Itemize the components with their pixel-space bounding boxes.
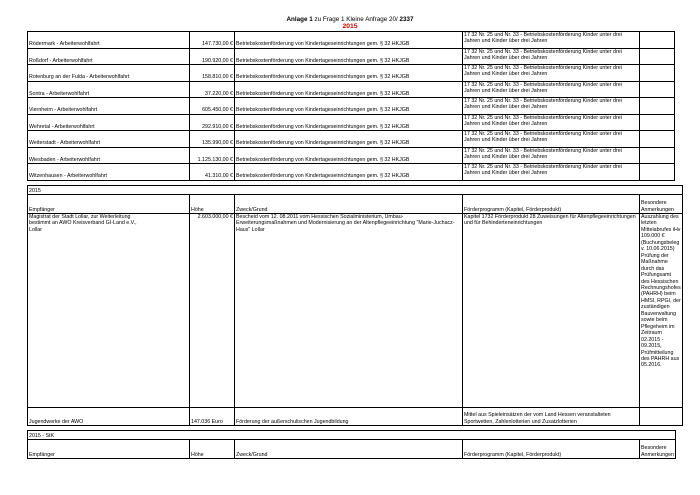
cell-empfaenger: Magistrat der Stadt Lollar, zur Weiterleitung bestimmt an AWO Kreisverband GI-Land e.V., Lollar: [28, 214, 190, 408]
table-row: [28, 131, 675, 148]
cell-empfaenger: Jugendwerke der AWO: [28, 408, 190, 426]
cell-hoehe: 605.450,00 €: [190, 98, 235, 115]
section-label-row: [28, 431, 676, 440]
cell-programm: 17 32 Nr. 25 und Nr. 33 - Betriebskostenförderung Kinder unter drei Jahren und Kinder über drei Jahren: [463, 98, 640, 115]
cell-hoehe: 135.990,00 €: [190, 131, 235, 148]
header-zweck: Zweck/Grund: [235, 440, 463, 459]
cell-anmerkungen: [640, 98, 675, 115]
header-anmerkungen: Besondere Anmerkungen: [640, 440, 676, 459]
cell-hoehe: 147.036 Euro: [190, 408, 235, 426]
table-row: [28, 114, 675, 131]
cell-empfaenger: Rotenburg an der Fulda - Arbeiterwohlfahrt: [28, 65, 190, 82]
cell-programm: 17 32 Nr. 25 und Nr. 33 - Betriebskostenförderung Kinder unter drei Jahren und Kinder über drei Jahren: [463, 164, 640, 181]
cell-zweck: Bescheid vom 12. 08.2011 vom Hessischen Sozialministerium, Umbau-Erweiterungsmaßnahmen und Modernisierung an der Altenpflegeeinrichtung "Marie-Juchacz-Haus" Lollar: [235, 214, 463, 408]
cell-anmerkungen: [640, 48, 675, 65]
cell-anmerkungen: [640, 32, 675, 49]
cell-hoehe: 37.220,00 €: [190, 81, 235, 98]
header-zweck: Zweck/Grund: [235, 195, 463, 214]
header-row: [28, 195, 683, 214]
header-text: zu Frage 1 Kleine Anfrage 20/: [312, 16, 398, 23]
inquiry-number: 2337: [397, 16, 414, 23]
cell-anmerkungen: [640, 114, 675, 131]
cell-anmerkungen: Auszahlung des letzten Mittelabrufes iHv 109.000 € (Buchungsbeleg v. 10.06.2015) Prüfung der Maßnahme durch das Prüfungsamt des Hessischen Rechnungshofes (PAHRH) beim HMSI, RPGI, der zuständigen Bauverwaltung sowie beim Pflegeheim im Zeitraum 02.2015 - 09.2015, Prüfmitteilung des PAHRH aus 05.2016.: [640, 214, 683, 408]
cell-programm: 17 32 Nr. 25 und Nr. 33 - Betriebskostenförderung Kinder unter drei Jahren und Kinder über drei Jahren: [463, 81, 640, 98]
cell-empfaenger: Witzenhausen - Arbeiterwohlfahrt: [28, 164, 190, 181]
cell-zweck: Betriebskostenförderung von Kindertageseinrichtungen gem. § 32 HKJGB: [235, 164, 463, 181]
document-header: [0, 16, 700, 23]
cell-programm: 17 32 Nr. 25 und Nr. 33 - Betriebskostenförderung Kinder unter drei Jahren und Kinder über drei Jahren: [463, 32, 640, 49]
section-label: 2015: [28, 186, 683, 195]
section-label-row: [28, 186, 683, 195]
cell-hoehe: 2.603.000,00 €: [190, 214, 235, 408]
cell-anmerkungen: [640, 408, 683, 426]
cell-empfaenger: Viernheim - Arbeiterwohlfahrt: [28, 98, 190, 115]
cell-anmerkungen: [640, 65, 675, 82]
cell-empfaenger: Roßdorf - Arbeiterwohlfahrt: [28, 48, 190, 65]
header-hoehe: Höhe: [190, 195, 235, 214]
cell-programm: Mittel aus Spieleinsätzen der vom Land Hessen veranstalteten Sportwetten, Zahlenlotterien und Zusatzlotterien: [463, 408, 640, 426]
table-row: [28, 408, 683, 426]
header-programm: Förderprogramm (Kapitel, Förderprodukt): [463, 440, 640, 459]
header-empfaenger: Empfänger: [28, 440, 190, 459]
cell-anmerkungen: [640, 147, 675, 164]
cell-zweck: Förderung der außerschulischen Jugendbildung: [235, 408, 463, 426]
cell-hoehe: 41.310,00 €: [190, 164, 235, 181]
cell-hoehe: 147.730,00 €: [190, 32, 235, 49]
cell-anmerkungen: [640, 81, 675, 98]
funding-table-2015-stk: [27, 430, 676, 459]
cell-programm: 17 32 Nr. 25 und Nr. 33 - Betriebskostenförderung Kinder unter drei Jahren und Kinder über drei Jahren: [463, 147, 640, 164]
cell-zweck: Betriebskostenförderung von Kindertageseinrichtungen gem. § 32 HKJGB: [235, 147, 463, 164]
cell-hoehe: 1.125.130,00 €: [190, 147, 235, 164]
annex-label: Anlage 1: [286, 16, 313, 23]
header-empfaenger: Empfänger: [28, 195, 190, 214]
cell-zweck: Betriebskostenförderung von Kindertageseinrichtungen gem. § 32 HKJGB: [235, 32, 463, 49]
header-programm: Förderprogramm (Kapitel, Förderprodukt): [463, 195, 640, 214]
table-row: [28, 164, 675, 181]
cell-programm: 17 32 Nr. 25 und Nr. 33 - Betriebskostenförderung Kinder unter drei Jahren und Kinder über drei Jahren: [463, 114, 640, 131]
cell-empfaenger: Wiesbaden - Arbeiterwohlfahrt: [28, 147, 190, 164]
cell-empfaenger: Rödermark - Arbeiterwohlfahrt: [28, 32, 190, 49]
cell-programm: Kapitel 1732 Förderprodukt 28 Zuweisungen für Altenpflegeeinrichtungen und für Behinderteneinrichtungen: [463, 214, 640, 408]
cell-anmerkungen: [640, 164, 675, 181]
table-row: [28, 147, 675, 164]
table-row: [28, 98, 675, 115]
cell-programm: 17 32 Nr. 25 und Nr. 33 - Betriebskostenförderung Kinder unter drei Jahren und Kinder über drei Jahren: [463, 65, 640, 82]
cell-zweck: Betriebskostenförderung von Kindertageseinrichtungen gem. § 32 HKJGB: [235, 81, 463, 98]
cell-anmerkungen: [640, 131, 675, 148]
header-hoehe: Höhe: [190, 440, 235, 459]
cell-hoehe: 292.910,00 €: [190, 114, 235, 131]
cell-programm: 17 32 Nr. 25 und Nr. 33 - Betriebskostenförderung Kinder unter drei Jahren und Kinder über drei Jahren: [463, 48, 640, 65]
table-row: [28, 32, 675, 49]
cell-zweck: Betriebskostenförderung von Kindertageseinrichtungen gem. § 32 HKJGB: [235, 98, 463, 115]
funding-table-awo: [27, 31, 675, 181]
table-row: [28, 65, 675, 82]
header-anmerkungen: Besondere Anmerkungen: [640, 195, 683, 214]
table-row: [28, 214, 683, 408]
cell-empfaenger: Sontra - Arbeiterwohlfahrt: [28, 81, 190, 98]
cell-zweck: Betriebskostenförderung von Kindertageseinrichtungen gem. § 32 HKJGB: [235, 114, 463, 131]
cell-programm: 17 32 Nr. 25 und Nr. 33 - Betriebskostenförderung Kinder unter drei Jahren und Kinder über drei Jahren: [463, 131, 640, 148]
funding-table-2015: [27, 185, 683, 426]
cell-hoehe: 190.920,00 €: [190, 48, 235, 65]
header-row: [28, 440, 676, 459]
cell-zweck: Betriebskostenförderung von Kindertageseinrichtungen gem. § 32 HKJGB: [235, 131, 463, 148]
cell-empfaenger: Wehretal - Arbeiterwohlfahrt: [28, 114, 190, 131]
table-row: [28, 48, 675, 65]
cell-empfaenger: Weiterstadt - Arbeiterwohlfahrt: [28, 131, 190, 148]
section-label: 2015 - StK: [28, 431, 676, 440]
cell-zweck: Betriebskostenförderung von Kindertageseinrichtungen gem. § 32 HKJGB: [235, 65, 463, 82]
cell-hoehe: 158.810,00 €: [190, 65, 235, 82]
table-row: [28, 81, 675, 98]
year-heading: 2015: [342, 23, 358, 30]
cell-zweck: Betriebskostenförderung von Kindertageseinrichtungen gem. § 32 HKJGB: [235, 48, 463, 65]
